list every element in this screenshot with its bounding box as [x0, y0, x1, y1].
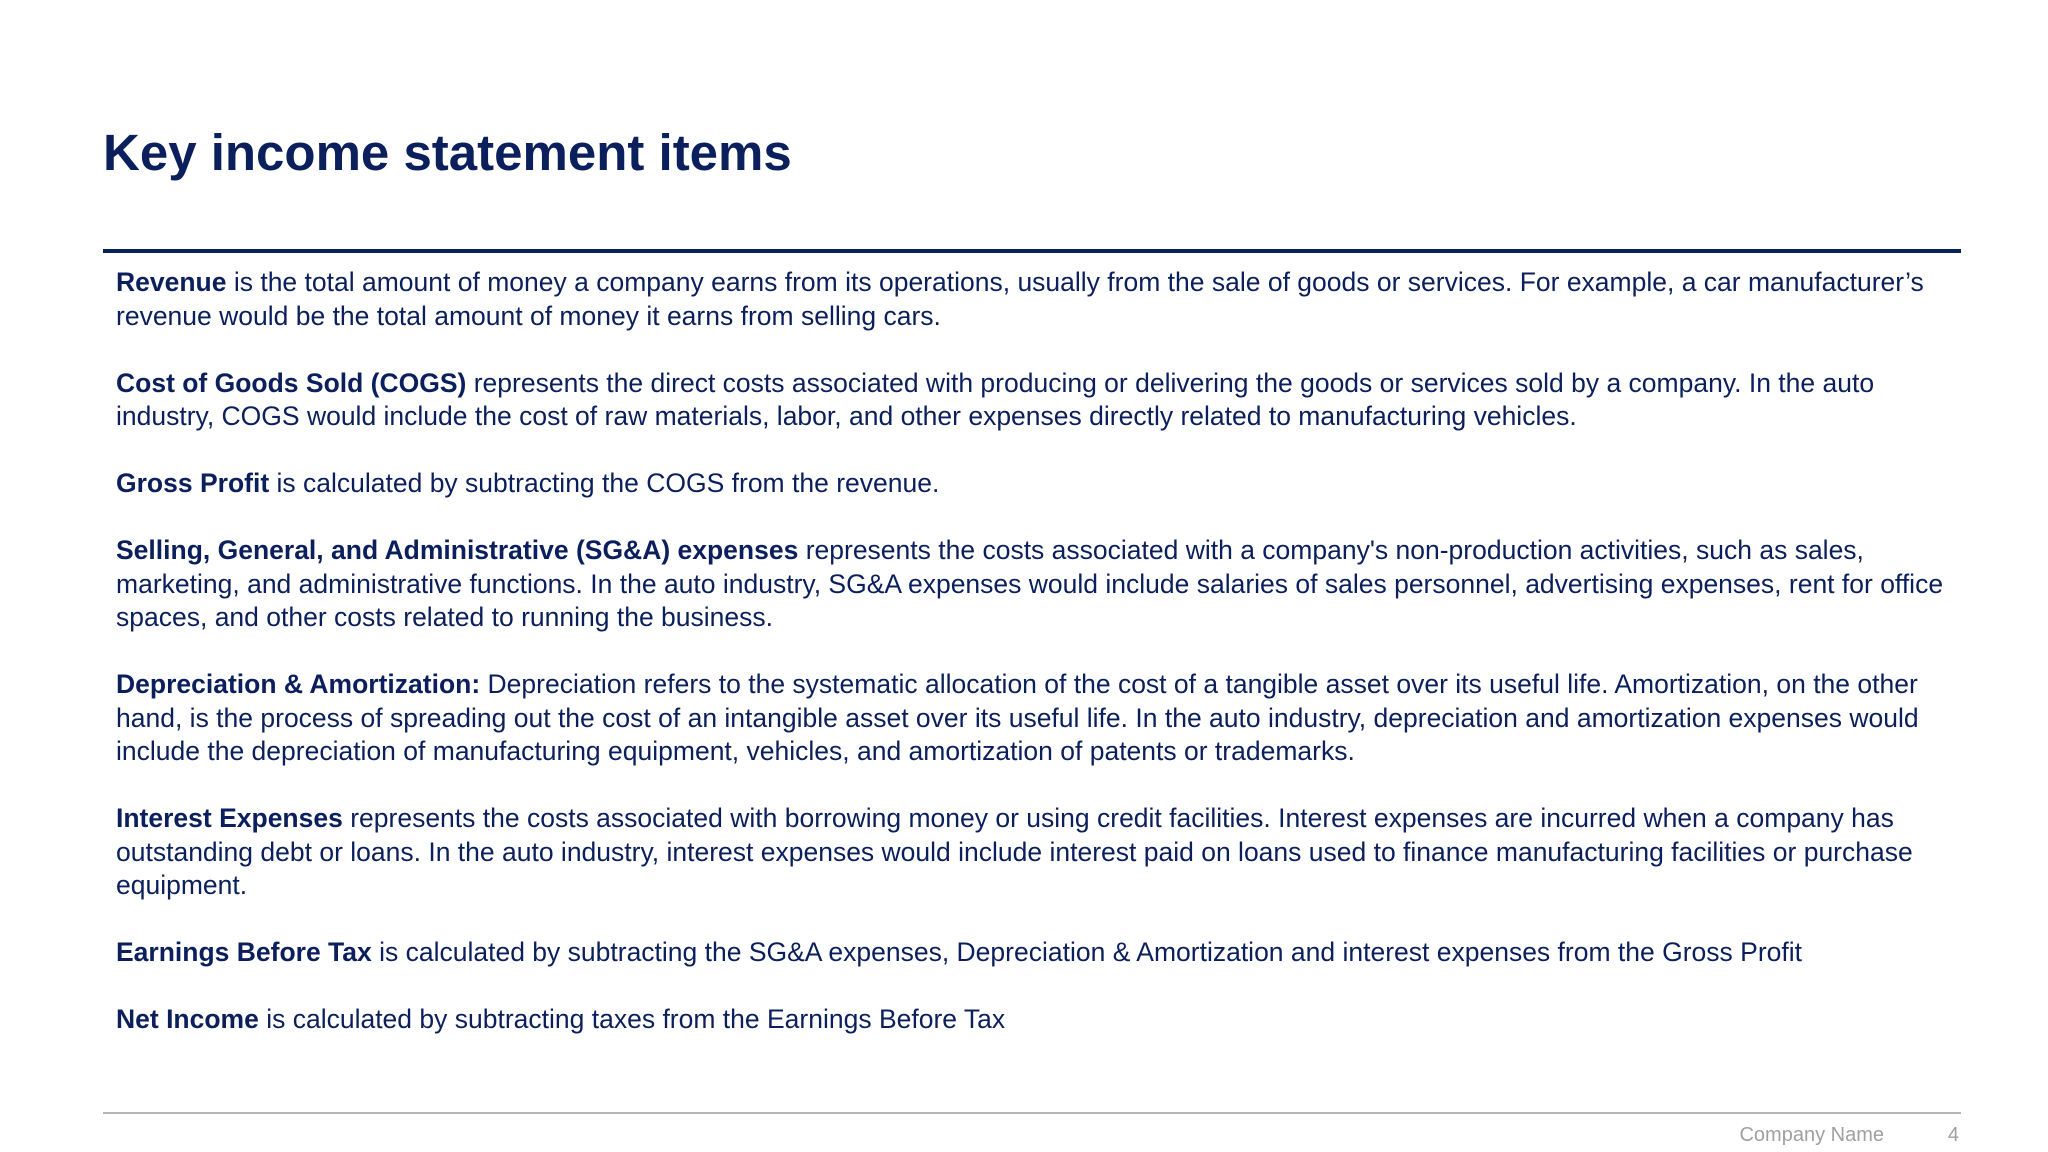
income-statement-items — [116, 266, 1961, 1070]
item-description: Depreciation refers to the systematic allocation of the cost of a tangible asset over its useful life. Amortization, on the other hand, is the process of spreading out the cost of an intangible asset over its useful life. In the auto industry, depreciation and amortization expenses would include the depreciation of manufacturing equipment, vehicles, and amortization of patents or trademarks. — [116, 669, 1919, 766]
page-title: Key income statement items — [103, 124, 792, 181]
footer-divider — [103, 1112, 1961, 1114]
item-term: Depreciation & Amortization: — [116, 669, 481, 699]
footer-page-number: 4 — [1947, 1124, 1959, 1146]
item-term: Revenue — [116, 267, 227, 297]
item-description: represents the costs associated with a company's non-production activities, such as sales, marketing, and administrative functions. In the auto industry, SG&A expenses would include salaries of sales personnel, advertising expenses, rent for office spaces, and other costs related to running the business. — [116, 535, 1944, 632]
item-earnings-before-tax — [116, 936, 1961, 970]
item-description: is calculated by subtracting the SG&A expenses, Depreciation & Amortization and interest expenses from the Gross Profit — [371, 937, 1802, 967]
item-interest-expenses — [116, 802, 1961, 903]
item-term: Interest Expenses — [116, 803, 343, 833]
item-description: is the total amount of money a company earns from its operations, usually from the sale of goods or services. For example, a car manufacturer’s revenue would be the total amount of money it earns from selling cars. — [116, 267, 1924, 331]
item-sga-expenses — [116, 534, 1961, 635]
item-gross-profit — [116, 467, 1961, 501]
title-divider — [103, 249, 1961, 253]
footer-company-name: Company Name — [1739, 1124, 1884, 1146]
item-net-income — [116, 1003, 1961, 1037]
item-term: Cost of Goods Sold (COGS) — [116, 367, 467, 398]
item-depreciation-amortization — [116, 668, 1961, 769]
item-term: Selling, General, and Administrative (SG&A) expenses — [116, 535, 799, 565]
item-term: Earnings Before Tax — [116, 937, 372, 967]
item-revenue — [116, 266, 1961, 333]
item-description: represents the direct costs associated with producing or delivering the goods or services sold by a company. In the auto industry, COGS would include the cost of raw materials, labor, and other expenses directly related to manufacturing vehicles. — [116, 367, 1875, 431]
item-description: is calculated by subtracting taxes from the Earnings Before Tax — [258, 1004, 1006, 1034]
item-cogs — [116, 367, 1961, 434]
item-description: represents the costs associated with borrowing money or using credit facilities. Interest expenses are incurred when a company has outstanding debt or loans. In the auto industry, interest expenses would include interest paid on loans used to finance manufacturing facilities or purchase equipment. — [116, 803, 1913, 900]
item-term: Net Income — [116, 1004, 259, 1034]
item-term: Gross Profit — [116, 468, 270, 498]
item-description: is calculated by subtracting the COGS from the revenue. — [269, 468, 940, 498]
